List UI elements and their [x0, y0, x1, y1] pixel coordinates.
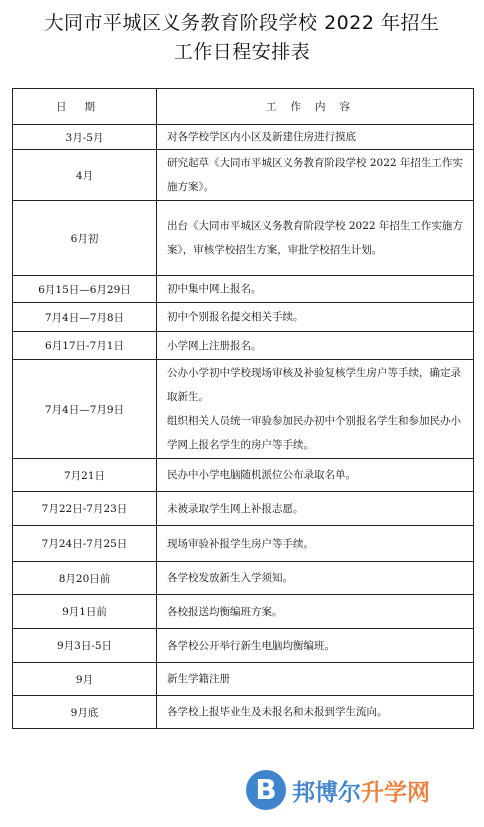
header-content: 工作内容 [157, 89, 474, 125]
row-date: 6月17日-7月1日 [13, 332, 157, 360]
row-date: 7月4日—7月9日 [13, 360, 157, 459]
row-content [157, 663, 474, 696]
schedule-table [12, 88, 474, 729]
row-content-paragraph: 组织相关人员统一审验参加民办初中个别报名学生和参加民办小学网上报名学生的房户等手续。 [167, 415, 461, 451]
row-date: 6月15日—6月29日 [13, 276, 157, 303]
row-content [157, 201, 474, 276]
table-row [13, 276, 474, 303]
row-content-paragraph: 小学网上注册报名。 [167, 339, 262, 352]
row-date: 7月22日-7月23日 [13, 492, 157, 526]
row-content [157, 125, 474, 150]
table-row [13, 629, 474, 663]
table-row [13, 595, 474, 629]
table-row [13, 492, 474, 526]
row-content-paragraph: 现场审验补报学生房户等手续。 [167, 537, 314, 550]
row-content-paragraph: 研究起草《大同市平城区义务教育阶段学校 2022 年招生工作实施方案》。 [167, 157, 463, 193]
row-date: 9月 [13, 663, 157, 696]
table-row [13, 663, 474, 696]
table-row [13, 201, 474, 276]
row-content [157, 696, 474, 729]
row-date: 6月初 [13, 201, 157, 276]
watermark-text-main: 邦博尔 [292, 780, 361, 806]
row-content-paragraph: 公办小学初中学校现场审核及补验复核学生房户等手续，确定录取新生。 [167, 367, 461, 403]
row-content-paragraph: 出台《大同市平城区义务教育阶段学校 2022 年招生工作实施方案》，审核学校招生方案，审批学校招生计划。 [167, 220, 463, 256]
row-date: 9月底 [13, 696, 157, 729]
watermark-text [292, 774, 430, 807]
table-row [13, 562, 474, 595]
table-row [13, 150, 474, 201]
table-row [13, 696, 474, 729]
row-date: 7月4日—7月8日 [13, 303, 157, 332]
row-content-paragraph: 各学校公开举行新生电脑均衡编班。 [167, 639, 335, 652]
table-row [13, 125, 474, 150]
row-content-paragraph: 初中个别报名提交相关手续。 [167, 311, 304, 323]
row-content-paragraph: 民办中小学电脑随机派位公布录取名单。 [167, 469, 356, 481]
row-content [157, 332, 474, 360]
row-date: 3月-5月 [13, 125, 157, 150]
row-content [157, 629, 474, 663]
row-date: 9月3日-5日 [13, 629, 157, 663]
row-content [157, 526, 474, 562]
row-content-paragraph: 各学校发放新生入学须知。 [167, 572, 293, 584]
row-content-paragraph: 对各学校学区内小区及新建住房进行摸底 [167, 131, 356, 143]
table-row [13, 526, 474, 562]
row-date: 9月1日前 [13, 595, 157, 629]
row-date: 4月 [13, 150, 157, 201]
row-content-paragraph: 各校报送均衡编班方案。 [167, 605, 283, 618]
table-row [13, 332, 474, 360]
watermark-logo [246, 768, 476, 816]
row-content-paragraph: 未被录取学生网上补报志愿。 [167, 502, 304, 515]
header-date: 日期 [13, 89, 157, 125]
table-header-row [13, 89, 474, 125]
row-content [157, 150, 474, 201]
row-content [157, 276, 474, 303]
table-row [13, 459, 474, 492]
row-content-paragraph: 初中集中网上报名。 [167, 283, 262, 295]
watermark-b-icon: B [246, 770, 286, 810]
watermark-text-accent: 升学网 [361, 780, 430, 806]
document-title-line2: 工作日程安排表 [173, 41, 311, 63]
table-row [13, 303, 474, 332]
row-content [157, 492, 474, 526]
row-date: 7月21日 [13, 459, 157, 492]
row-content [157, 459, 474, 492]
table-row [13, 360, 474, 459]
row-content [157, 303, 474, 332]
row-date: 8月20日前 [13, 562, 157, 595]
row-content [157, 562, 474, 595]
document-title-line1: 大同市平城区义务教育阶段学校 2022 年招生 [44, 12, 440, 34]
row-content [157, 360, 474, 459]
row-content-paragraph: 各学校上报毕业生及未报名和未报到学生流向。 [167, 706, 388, 718]
row-content [157, 595, 474, 629]
row-content-paragraph: 新生学籍注册 [167, 673, 230, 685]
row-date: 7月24日-7月25日 [13, 526, 157, 562]
